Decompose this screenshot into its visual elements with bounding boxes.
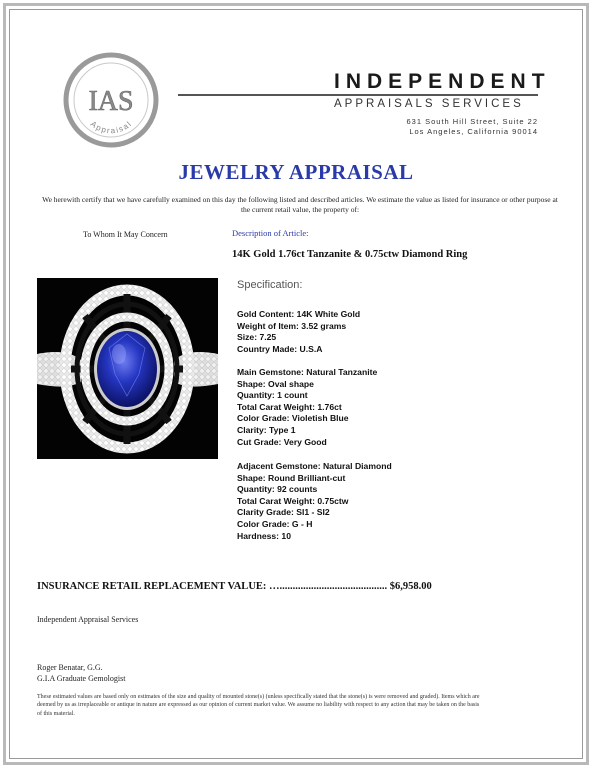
metal-spec-group	[237, 309, 360, 355]
main-gemstone-spec-group	[237, 367, 377, 448]
spec-line: Gold Content: 14K White Gold	[237, 309, 361, 319]
issuer-name: Independent Appraisal Services	[37, 615, 139, 624]
signer-title: G.I.A Graduate Gemologist	[37, 674, 126, 683]
spec-line: Quantity: 92 counts	[237, 484, 318, 495]
spec-line: Main Gemstone: Natural Tanzanite	[237, 367, 378, 377]
spec-line: Total Carat Weight: 1.76ct	[237, 401, 342, 412]
company-block	[334, 70, 551, 94]
spec-line: Shape: Round Brilliant-cut	[237, 472, 346, 483]
company-subtitle: APPRAISALS SERVICES	[334, 98, 524, 110]
page-title: JEWELRY APPRAISAL	[178, 160, 414, 184]
company-name: INDEPENDENT	[334, 70, 551, 93]
ring-photo	[37, 278, 218, 459]
ias-logo-seal	[63, 52, 159, 148]
spec-line: Cut Grade: Very Good	[237, 436, 327, 447]
spec-line: Country Made: U.S.A	[237, 343, 323, 354]
header-divider	[178, 94, 538, 96]
description-label: Description of Article:	[232, 228, 309, 238]
spec-line: Size: 7.25	[237, 332, 277, 343]
specification-heading: Specification:	[237, 279, 303, 291]
address-line-1: 631 South Hill Street, Suite 22	[406, 117, 538, 126]
spec-line: Color Grade: G - H	[237, 518, 313, 529]
spec-line: Total Carat Weight: 0.75ctw	[237, 495, 349, 506]
spec-line: Weight of Item: 3.52 grams	[237, 320, 347, 331]
spec-line: Clarity: Type 1	[237, 424, 296, 435]
signer-name: Roger Benatar, G.G.	[37, 663, 103, 672]
spec-line: Clarity Grade: SI1 - SI2	[237, 507, 330, 518]
insurance-value-line: INSURANCE RETAIL REPLACEMENT VALUE: …......................................... $6,958.00	[37, 581, 432, 592]
address-line-2: Los Angeles, California 90014	[409, 127, 538, 136]
adjacent-gemstone-spec-group	[237, 461, 392, 542]
spec-line: Quantity: 1 count	[237, 390, 308, 401]
logo-monogram: IAS	[88, 86, 134, 117]
certification-statement: We herewith certify that we have carefully examined on this day the following listed and described articles. We estimate the value as listed for insurance or other purpose at the current retail value, the property of:	[42, 195, 558, 214]
disclaimer: These estimated values are based only on estimates of the size and quality of mounted stone(s) (unless specifically stated that the stone(s) is were removed and graded). Items which are deemed by us as irreplaceable or antique in nature are expressed as our opinion of current market value. We assume no liability with respect to any action that may be taken on the basis of this material.	[37, 694, 480, 717]
spec-line: Hardness: 10	[237, 530, 291, 541]
spec-line: Shape: Oval shape	[237, 378, 314, 389]
spec-line: Adjacent Gemstone: Natural Diamond	[237, 461, 392, 471]
spec-line: Color Grade: Violetish Blue	[237, 413, 349, 424]
article-title: 14K Gold 1.76ct Tanzanite & 0.75ctw Diamond Ring	[232, 249, 468, 260]
logo-arc-text: Appraisal	[88, 119, 134, 136]
recipient: To Whom It May Concern	[83, 230, 168, 239]
